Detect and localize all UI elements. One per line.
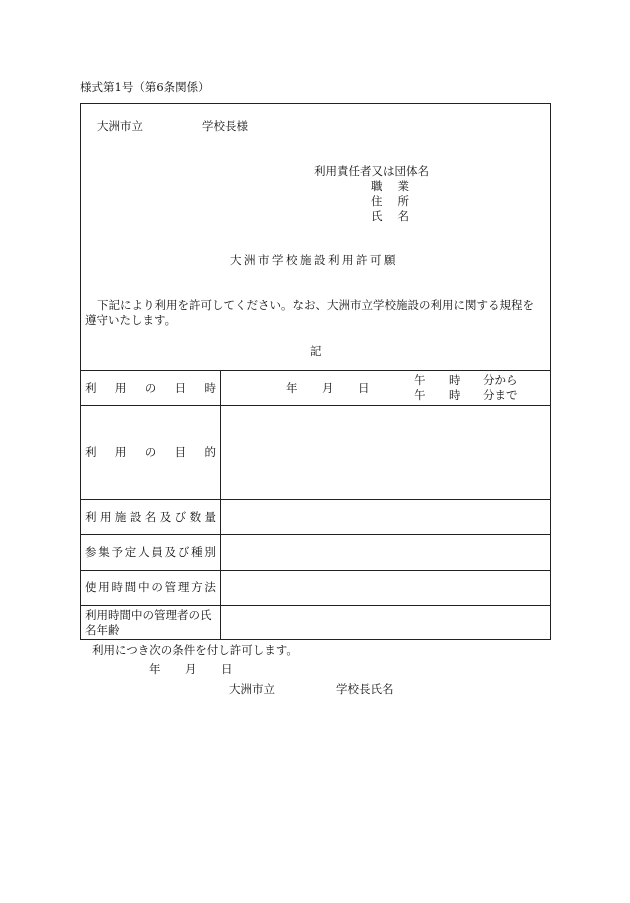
date-month-label: 月 (322, 381, 334, 395)
management-method-label: 使 用 時 間 中 の 管 理 方 法 (85, 580, 216, 594)
row-divider (81, 405, 550, 406)
time-to-minute: 分まで (483, 388, 518, 402)
facilities-label: 利 用 施 設 名 及 び 数 量 (85, 510, 216, 524)
datetime-label: 利 用 の 日 時 (85, 381, 216, 395)
addressee-principal: 学校長様 (202, 119, 248, 133)
manager-label-line-1: 利用時間中の管理者の氏 (85, 608, 212, 622)
body-text-line-2: 遵守いたします。 (85, 313, 177, 327)
row-divider (81, 570, 550, 571)
applicant-job-label: 職 業 (371, 179, 409, 193)
addressee-city: 大洲市立 (97, 119, 143, 133)
row-divider (81, 499, 550, 500)
footer-day-label: 日 (221, 662, 233, 676)
purpose-label: 利 用 の 目 的 (85, 445, 216, 459)
time-from-hour: 時 (449, 373, 461, 387)
applicant-address-label: 住 所 (371, 194, 409, 208)
row-divider (81, 534, 550, 535)
ki-label: 記 (310, 344, 322, 358)
attendees-label: 参 集 予 定 人 員 及 び 種 別 (85, 545, 216, 559)
application-form-table (80, 103, 551, 640)
row-divider (81, 605, 550, 606)
date-day-label: 日 (358, 381, 370, 395)
applicant-name-label: 氏 名 (371, 209, 409, 223)
column-divider (220, 370, 221, 640)
footer-principal-name: 学校長氏名 (336, 682, 394, 696)
time-to-hour: 時 (449, 388, 461, 402)
footer-year-label: 年 (149, 662, 161, 676)
manager-label-line-2: 名年齢 (85, 623, 120, 637)
row-divider (81, 370, 550, 371)
applicant-org-label: 利用責任者又は団体名 (314, 164, 429, 178)
date-year-label: 年 (286, 381, 298, 395)
form-number-label: 様式第1号（第6条関係） (80, 80, 210, 94)
time-to-ampm: 午 (414, 388, 426, 402)
form-title: 大洲市学校施設利用許可願 (230, 253, 398, 267)
footer-city: 大洲市立 (229, 682, 275, 696)
conditions-text: 利用につき次の条件を付し許可します。 (92, 643, 298, 657)
time-from-ampm: 午 (414, 373, 426, 387)
footer-month-label: 月 (185, 662, 197, 676)
time-from-minute: 分から (483, 373, 518, 387)
body-text-line-1: 下記により利用を許可してください。なお、大洲市立学校施設の利用に関する規程を (97, 298, 534, 312)
